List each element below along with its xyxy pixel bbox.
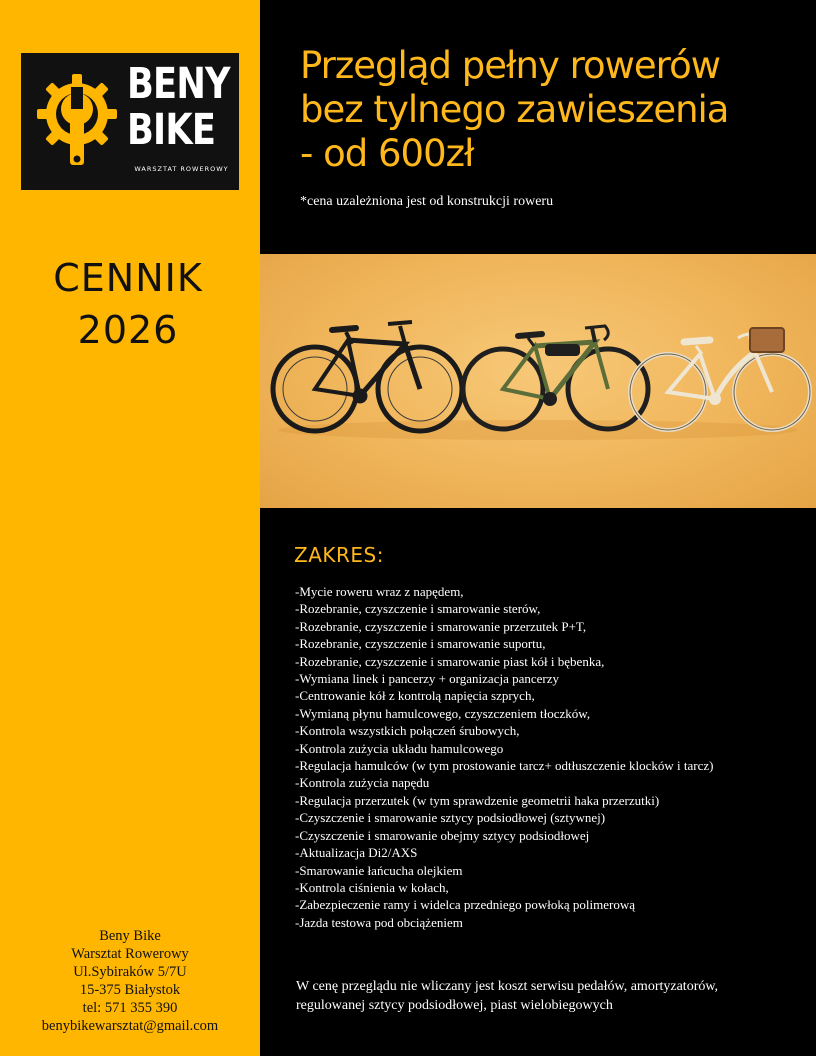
brand-name xyxy=(127,59,230,155)
scope-item: -Rozebranie, czyszczenie i smarowanie przerzutek P+T, xyxy=(295,618,587,634)
brand-logo xyxy=(21,53,239,190)
scope-item: -Rozebranie, czyszczenie i smarowanie piast kół i bębenka, xyxy=(295,653,605,669)
scope-item: -Rozebranie, czyszczenie i smarowanie sterów, xyxy=(295,601,541,617)
brand-name-line1: BENY xyxy=(127,59,230,109)
contact-subtitle: Warsztat Rowerowy xyxy=(71,946,189,962)
scope-item: -Jazda testowa pod obciążeniem xyxy=(295,914,463,930)
scope-item: -Centrowanie kół z kontrolą napięcia szprych, xyxy=(295,688,535,704)
scope-item: -Smarowanie łańcucha olejkiem xyxy=(295,862,463,878)
gravel-bike-image xyxy=(463,326,648,429)
scope-item: -Czyszczenie i smarowanie obejmy sztycy podsiodłowej xyxy=(295,827,590,843)
scope-item: -Czyszczenie i smarowanie sztycy podsiodłowej (sztywnej) xyxy=(295,810,606,826)
scope-item: -Wymiana linek i pancerzy + organizacja pancerzy xyxy=(295,671,560,687)
contact-email: benybikewarsztat@gmail.com xyxy=(41,1018,219,1034)
scope-item: -Regulacja przerzutek (w tym sprawdzenie geometrii haka przerzutki) xyxy=(295,792,660,808)
scope-title: ZAKRES: xyxy=(294,543,384,567)
bicycles-photo xyxy=(260,254,816,508)
contact-phone: tel: 571 355 390 xyxy=(82,1000,178,1016)
scope-footnote: W cenę przeglądu nie wliczany jest koszt serwisu pedałów, amortyzatorów, regulowanej sztycy podsiodłowej, piast wielobiegowych xyxy=(296,979,719,1013)
scope-item: -Zabezpieczenie ramy i widelca przedniego powłoką polimerową xyxy=(295,897,636,913)
city-bike-image xyxy=(630,328,810,430)
price-list-title-word: CENNIK xyxy=(53,256,203,300)
price-list-year: 2026 xyxy=(77,308,179,352)
service-headline xyxy=(300,44,800,176)
headline-line3: - od 600zł xyxy=(300,132,474,175)
mountain-bike-image xyxy=(273,322,462,431)
headline-line1: Przegląd pełny rowerów xyxy=(300,44,720,87)
brand-tagline: WARSZTAT ROWEROWY xyxy=(134,165,229,173)
left-sidebar xyxy=(0,0,260,1056)
scope-item: -Wymianą płynu hamulcowego, czyszczeniem tłoczków, xyxy=(295,705,591,721)
price-list-title xyxy=(0,252,256,356)
contact-company: Beny Bike xyxy=(99,928,161,944)
brand-name-line2: BIKE xyxy=(127,105,216,155)
contact-block xyxy=(0,927,260,1035)
scope-item: -Kontrola zużycia napędu xyxy=(295,775,430,791)
scope-item: -Kontrola wszystkich połączeń śrubowych, xyxy=(295,723,520,739)
scope-item: -Kontrola zużycia układu hamulcowego xyxy=(295,740,504,756)
contact-street: Ul.Sybiraków 5/7U xyxy=(73,964,187,980)
contact-city: 15-375 Białystok xyxy=(79,982,181,998)
price-note: *cena uzależniona jest od konstrukcji roweru xyxy=(300,194,554,209)
scope-item: -Rozebranie, czyszczenie i smarowanie suportu, xyxy=(295,636,546,652)
scope-item: -Mycie roweru wraz z napędem, xyxy=(295,584,464,599)
scope-item: -Kontrola ciśnienia w kołach, xyxy=(295,879,449,895)
scope-item: -Aktualizacja Di2/AXS xyxy=(295,845,418,861)
scope-item: -Regulacja hamulców (w tym prostowanie tarcz+ odtłuszczenie klocków i tarcz) xyxy=(295,758,714,774)
headline-line2: bez tylnego zawieszenia xyxy=(300,88,729,131)
scope-list xyxy=(295,583,775,931)
gear-wrench-icon xyxy=(35,67,125,177)
